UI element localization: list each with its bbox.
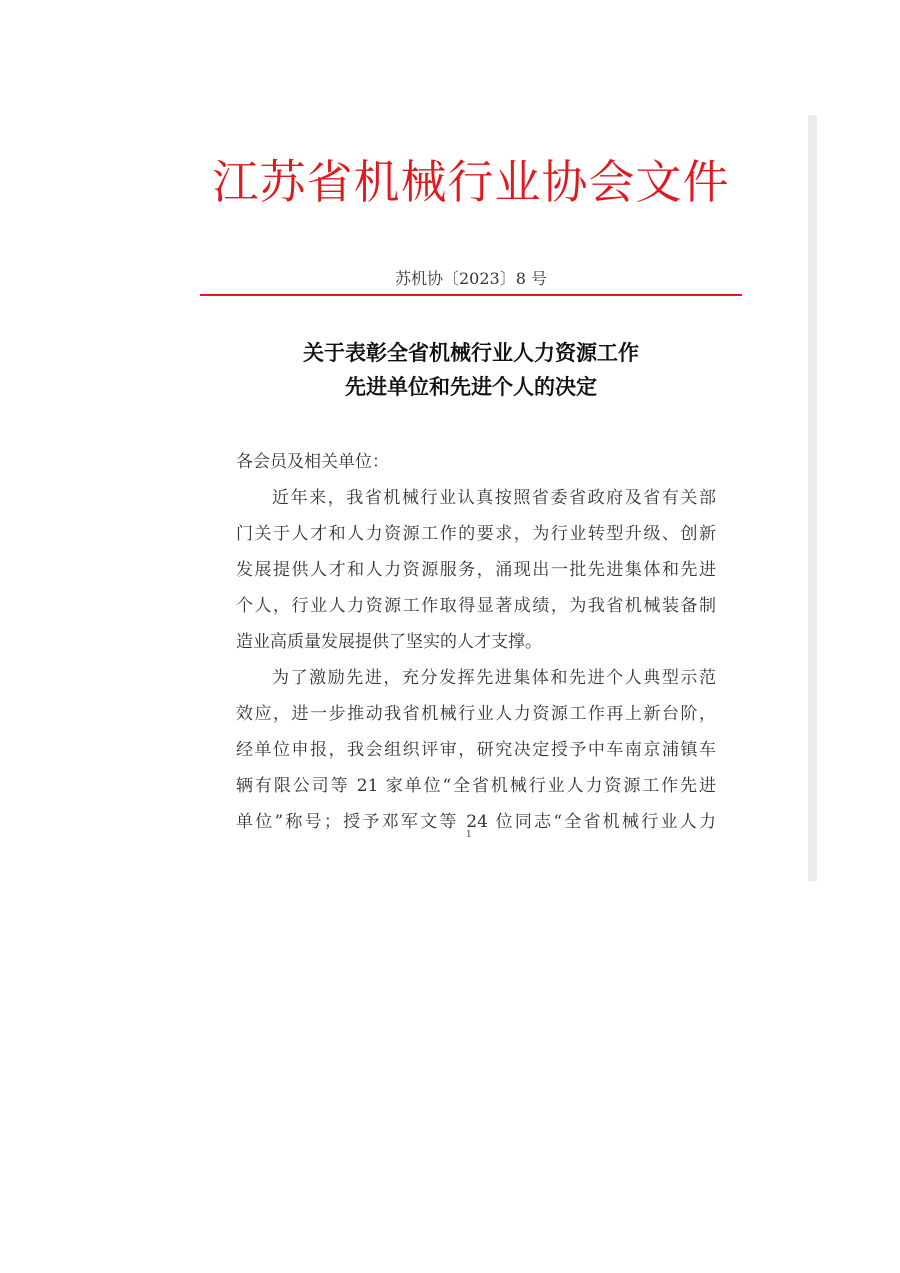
scrollbar-track[interactable] [808, 115, 817, 881]
paragraph-line: 为了激励先进，充分发挥先进集体和先进个人典型示范 [272, 668, 716, 688]
red-divider [200, 294, 742, 296]
page-number: 1 [466, 830, 472, 840]
paragraph-line: 经单位申报，我会组织评审，研究决定授予中车南京浦镇车 [236, 740, 716, 760]
paragraph-line: 效应，进一步推动我省机械行业人力资源工作再上新台阶， [236, 704, 716, 724]
headline-line: 关于表彰全省机械行业人力资源工作 [303, 341, 639, 365]
org-document-title: 江苏省机械行业协会文件 [212, 155, 730, 209]
paragraph-line: 个人，行业人力资源工作取得显著成绩，为我省机械装备制 [236, 596, 716, 616]
document-body [236, 444, 716, 840]
paragraph-line: 发展提供人才和人力资源服务，涌现出一批先进集体和先进 [236, 560, 716, 580]
paragraph-line: 辆有限公司等 21 家单位“全省机械行业人力资源工作先进 [236, 776, 716, 796]
document-number: 苏机协〔2023〕8 号 [395, 269, 547, 288]
salutation: 各会员及相关单位： [236, 452, 389, 472]
paragraph-line: 门关于人才和人力资源工作的要求，为行业转型升级、创新 [236, 524, 716, 544]
paragraph-line: 造业高质量发展提供了坚实的人才支撑。 [236, 632, 542, 652]
headline-line: 先进单位和先进个人的决定 [345, 375, 597, 399]
paragraph-line: 近年来，我省机械行业认真按照省委省政府及省有关部 [272, 488, 716, 508]
headline [200, 336, 742, 404]
paragraph-line: 单位”称号；授予邓军文等 24 位同志“全省机械行业人力 [236, 812, 716, 832]
